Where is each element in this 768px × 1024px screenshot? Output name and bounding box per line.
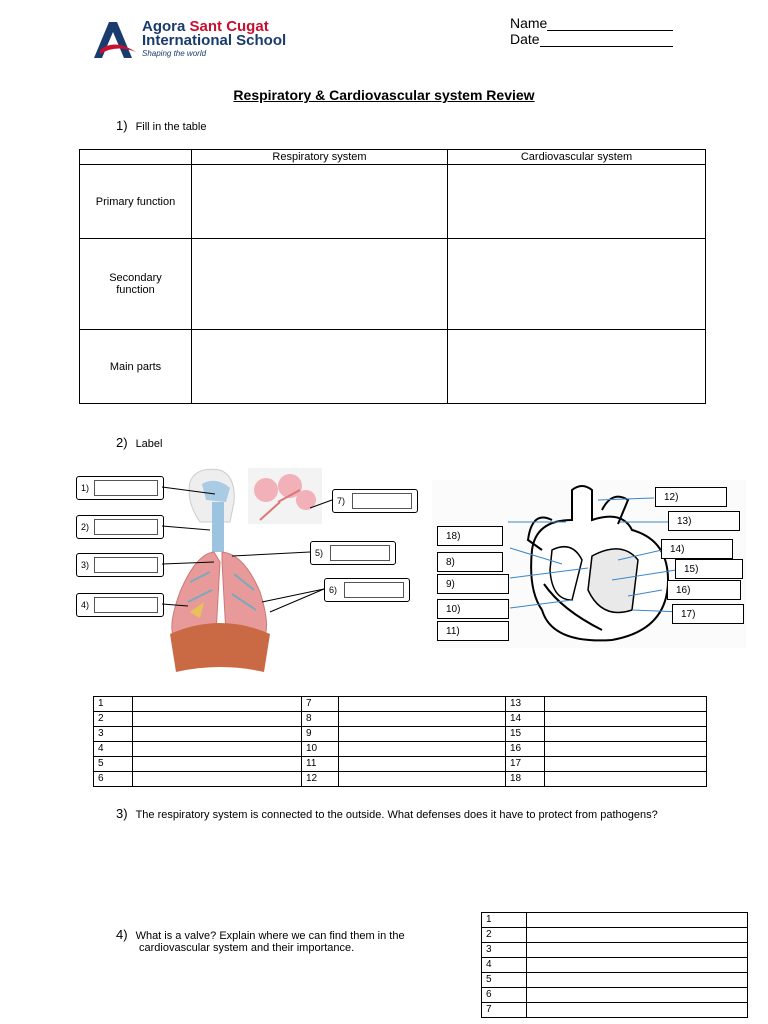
heart-label-15[interactable]: 15) [675,559,743,579]
heart-label-10[interactable]: 10) [437,599,509,619]
answer-cell[interactable] [545,742,707,757]
q4-answer-table [481,912,748,1018]
row-label-secondary: Secondary function [80,239,192,330]
table-row: 6 12 18 [94,772,707,787]
answer-cell[interactable] [339,772,506,787]
answer-cell[interactable] [545,697,707,712]
table-row: 1 7 13 [94,697,707,712]
label-box-4[interactable]: 4) [76,593,164,617]
label-box-6[interactable]: 6) [324,578,410,602]
school-tagline: Shaping the world [142,49,207,58]
table-header-respiratory: Respiratory system [192,150,448,165]
question-3: 3) The respiratory system is connected to the outside. What defenses does it have to protect from pathogens? [116,806,658,821]
table-row: 2 8 14 [94,712,707,727]
table-row: 4 10 16 [94,742,707,757]
label-answer-table [93,696,707,787]
answer-cell[interactable] [339,727,506,742]
answer-cell[interactable] [133,697,302,712]
answer-cell[interactable] [545,727,707,742]
label-box-7[interactable]: 7) [332,489,418,513]
answer-cell[interactable] [339,712,506,727]
question-2: 2) Label [116,435,163,450]
label-box-5[interactable]: 5) [310,541,396,565]
table-row: 5 [482,973,748,988]
label-box-2[interactable]: 2) [76,515,164,539]
table-row: 5 11 17 [94,757,707,772]
heart-label-12[interactable]: 12) [655,487,727,507]
heart-label-9[interactable]: 9) [437,574,509,594]
label-box-1[interactable]: 1) [76,476,164,500]
name-field[interactable]: Name [510,15,673,31]
question-1: 1) Fill in the table [116,118,207,133]
row-label-main-parts: Main parts [80,330,192,404]
answer-cell[interactable] [545,712,707,727]
heart-label-8[interactable]: 8) [437,552,503,572]
answer-cell[interactable] [527,928,748,943]
row-label-primary: Primary function [80,165,192,239]
label-box-3[interactable]: 3) [76,553,164,577]
heart-label-18[interactable]: 18) [437,526,503,546]
table-row: 1 [482,913,748,928]
question-4: 4) What is a valve? Explain where we can find them in the cardiovascular system and their importance. [116,927,405,954]
table-row: 2 [482,928,748,943]
heart-label-11[interactable]: 11) [437,621,509,641]
answer-cell[interactable] [527,958,748,973]
table-row: 3 [482,943,748,958]
table-row: 4 [482,958,748,973]
answer-cell[interactable] [545,757,707,772]
answer-cell[interactable] [133,772,302,787]
heart-label-14[interactable]: 14) [661,539,733,559]
answer-cell[interactable] [339,742,506,757]
answer-cell[interactable] [527,943,748,958]
answer-cell[interactable] [133,757,302,772]
answer-cell[interactable] [527,973,748,988]
answer-cell[interactable] [133,727,302,742]
date-field[interactable]: Date [510,31,673,47]
table-row: 3 9 15 [94,727,707,742]
page-title: Respiratory & Cardiovascular system Review [233,87,535,103]
heart-label-16[interactable]: 16) [667,580,741,600]
table-header-cardiovascular: Cardiovascular system [448,150,706,165]
table-row: 7 [482,1003,748,1018]
answer-cell[interactable] [527,988,748,1003]
answer-cell[interactable] [133,712,302,727]
heart-label-17[interactable]: 17) [672,604,744,624]
answer-cell[interactable] [339,697,506,712]
answer-cell[interactable] [339,757,506,772]
answer-cell[interactable] [133,742,302,757]
school-name-line2: International School [142,32,287,49]
answer-cell[interactable] [545,772,707,787]
school-name-line1: Agora Sant Cugat [142,18,269,35]
table-row: 6 [482,988,748,1003]
answer-cell[interactable] [527,913,748,928]
answer-cell[interactable] [527,1003,748,1018]
heart-label-13[interactable]: 13) [668,511,740,531]
